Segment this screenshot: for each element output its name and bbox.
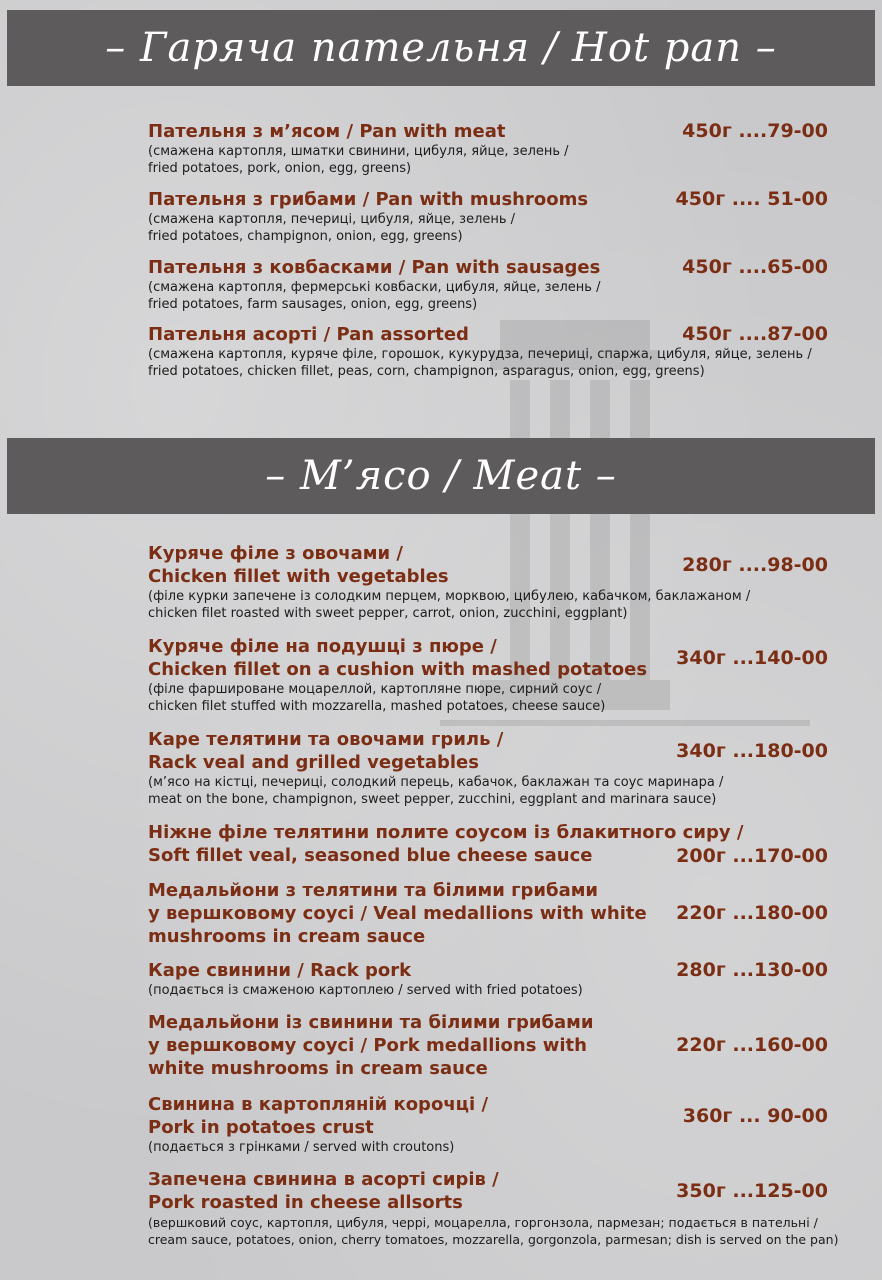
dish-name: Пательня асорті / Pan assorted <box>148 324 469 345</box>
dish-description: (подається з грінками / served with croutons) <box>148 1140 455 1155</box>
dish-price: 280г ....98-00 <box>682 554 828 576</box>
menu-item <box>148 1011 838 1080</box>
dish-name: Запечена свинина в асорті сирів / Pork roasted in cheese allsorts <box>148 1169 499 1213</box>
dish-description: (подається із смаженою картоплею / served with fried potatoes) <box>148 983 583 998</box>
dish-name: Медальйони з телятини та білими грибами у вершковому соусі / Veal medallions with white mushrooms in cream sauce <box>148 880 647 947</box>
dish-name: Куряче філе з овочами / Chicken fillet with vegetables <box>148 543 449 587</box>
dish-price: 220г ...160-00 <box>676 1034 828 1056</box>
menu-item <box>148 879 838 948</box>
dish-name: Пательня з грибами / Pan with mushrooms <box>148 189 589 210</box>
menu-item <box>148 120 838 177</box>
menu-item <box>148 323 838 380</box>
menu-item <box>148 188 838 245</box>
menu-item <box>148 542 838 622</box>
dish-price: 450г ....65-00 <box>682 256 828 278</box>
dish-description: (філе фаршироване моцареллой, картопляне пюре, сирний соус / chicken filet stuffed with mozzarella, mashed potatoes, cheese sauce) <box>148 682 606 714</box>
dish-name: Куряче філе на подушці з пюре / Chicken fillet on a cushion with mashed potatoes <box>148 636 648 680</box>
dish-price: 340г ...180-00 <box>676 740 828 762</box>
dish-description: (смажена картопля, печериці, цибуля, яйце, зелень / fried potatoes, champignon, onion, egg, greens) <box>148 212 516 244</box>
dish-price: 350г ...125-00 <box>676 1180 828 1202</box>
dish-price: 200г ...170-00 <box>676 845 828 867</box>
dish-name: Ніжне філе телятини полите соусом із блакитного сиру / Soft fillet veal, seasoned blue cheese sauce <box>148 822 744 866</box>
dish-description: (вершковий соус, картопля, цибуля, черрі, моцарелла, горгонзола, пармезан; подається в пательні / cream sauce, potatoes, onion, cherry tomatoes, mozzarella, gorgonzola, parmesan; dish is served on the pan) <box>148 1215 839 1247</box>
dish-description: (смажена картопля, фермерські ковбаски, цибуля, яйце, зелень / fried potatoes, farm sausages, onion, egg, greens) <box>148 280 601 312</box>
dish-price: 360г ... 90-00 <box>682 1105 828 1127</box>
menu-item <box>148 821 838 867</box>
dish-price: 220г ...180-00 <box>676 902 828 924</box>
dish-description: (смажена картопля, шматки свинини, цибуля, яйце, зелень / fried potatoes, pork, onion, egg, greens) <box>148 144 569 176</box>
section-title: – Гаряча пательня / Hot pan – <box>105 25 777 71</box>
section-title: – М’ясо / Meat – <box>265 453 617 499</box>
section-header-hot-pan <box>7 10 875 86</box>
menu-item <box>148 959 838 999</box>
menu-item <box>148 1168 838 1248</box>
dish-price: 450г ....87-00 <box>682 323 828 345</box>
dish-name: Пательня з м’ясом / Pan with meat <box>148 121 506 142</box>
dish-price: 450г ....79-00 <box>682 120 828 142</box>
dish-name: Каре телятини та овочами гриль / Rack veal and grilled vegetables <box>148 729 504 773</box>
menu-item <box>148 1093 838 1156</box>
menu-item <box>148 635 838 715</box>
menu-item <box>148 256 838 313</box>
menu-item <box>148 728 838 808</box>
dish-name: Каре свинини / Rack pork <box>148 960 412 981</box>
dish-name: Медальйони із свинини та білими грибами у вершковому соусі / Pork medallions with white mushrooms in cream sauce <box>148 1012 594 1079</box>
dish-description: (філе курки запечене із солодким перцем, морквою, цибулею, кабачком, баклажаном / chicken filet roasted with sweet pepper, carrot, onion, zucchini, eggplant) <box>148 589 751 621</box>
dish-price: 280г ...130-00 <box>676 959 828 981</box>
section-header-meat <box>7 438 875 514</box>
dish-price: 450г .... 51-00 <box>675 188 828 210</box>
dish-description: (смажена картопля, куряче філе, горошок, кукурудза, печериці, спаржа, цибуля, яйце, зелень / fried potatoes, chicken fillet, peas, corn, champignon, asparagus, onion, egg, greens) <box>148 347 812 379</box>
dish-description: (м’ясо на кістці, печериці, солодкий перець, кабачок, баклажан та соус маринара / meat on the bone, champignon, sweet pepper, zucchini, eggplant and marinara sauce) <box>148 775 724 807</box>
dish-name: Свинина в картопляній корочці / Pork in potatoes crust <box>148 1094 489 1138</box>
dish-price: 340г ...140-00 <box>676 647 828 669</box>
dish-name: Пательня з ковбасками / Pan with sausages <box>148 257 601 278</box>
